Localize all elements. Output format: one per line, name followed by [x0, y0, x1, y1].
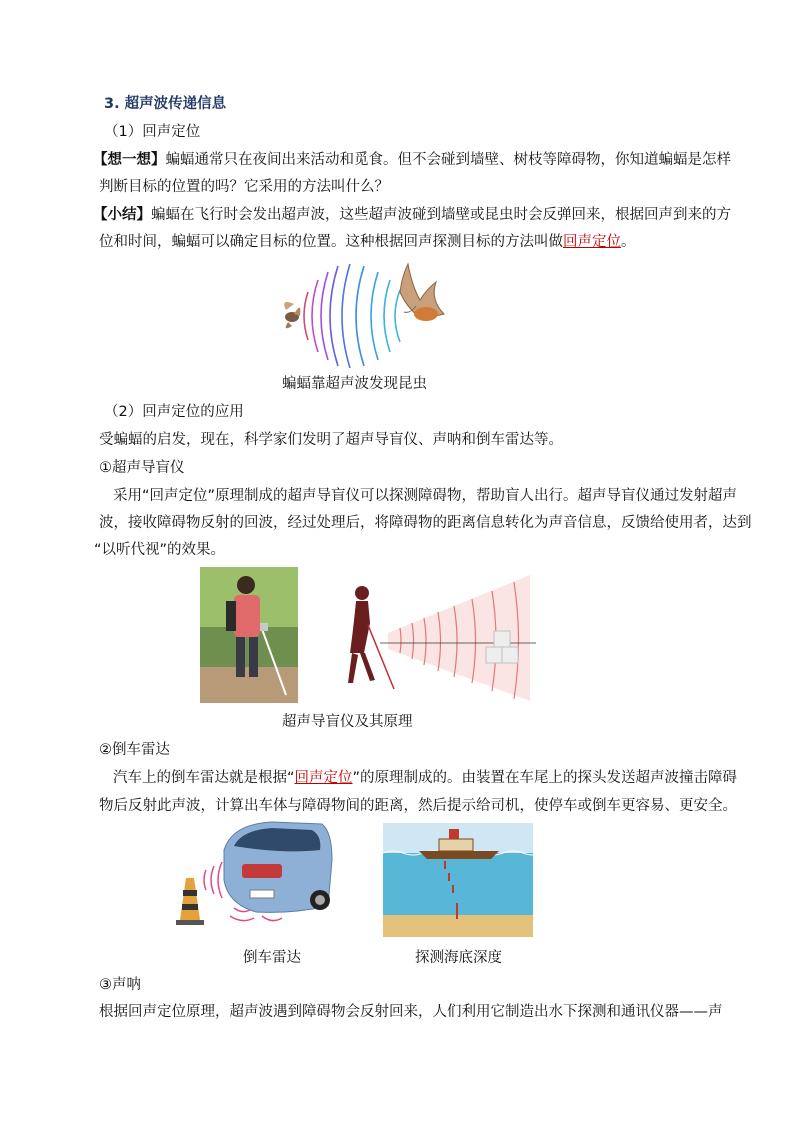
- summary-label: 【小结】: [93, 207, 151, 223]
- ultrasound-waves: [304, 264, 400, 368]
- blind-guide-principle-diagram: [340, 573, 540, 701]
- keyword-echolocation: 回声定位: [563, 234, 621, 250]
- item2-title: ②倒车雷达: [99, 742, 170, 758]
- think-paragraph-line2: 判断目标的位置的吗？它采用的方法叫什么？: [99, 179, 389, 195]
- walker-silhouette: [348, 586, 375, 683]
- summary-text-2-end: 。: [621, 234, 636, 250]
- blind-guide-photo: [200, 567, 298, 703]
- figure1-caption: 蝙蝠靠超声波发现昆虫: [282, 376, 427, 392]
- think-paragraph-line1: [93, 150, 731, 170]
- item1-title: ①超声导盲仪: [99, 460, 185, 476]
- bat-insect-figure: [280, 260, 450, 368]
- think-text-1: 蝙蝠通常只在夜间出来活动和觅食。但不会碰到墙壁、树枝等障碍物，你知道蝙蝠是怎样: [165, 152, 731, 168]
- section-heading: 3. 超声波传递信息: [104, 96, 227, 112]
- figure3-caption-left: 倒车雷达: [243, 950, 301, 966]
- traffic-cone-icon: [176, 878, 204, 925]
- summary-text-2: 位和时间，蝙蝠可以确定目标的位置。这种根据回声探测目标的方法叫做: [99, 234, 563, 250]
- item1-line2: 波，接收障碍物反射的回波，经过处理后，将障碍物的距离信息转化为声音信息，反馈给使用者，达到: [99, 515, 752, 531]
- item3-line1: 根据回声定位原理，超声波遇到障碍物会反射回来，人们利用它制造出水下探测和通讯仪器——声: [99, 1004, 723, 1020]
- insect-icon: [284, 302, 300, 328]
- item2-text-1: 汽车上的倒车雷达就是根据“: [113, 770, 295, 786]
- figure2-caption: 超声导盲仪及其原理: [282, 714, 413, 730]
- car-icon: [224, 822, 332, 912]
- seabed-depth-figure: [383, 823, 533, 937]
- item2-line1: [113, 768, 737, 788]
- subheading-applications: （2）回声定位的应用: [104, 404, 244, 420]
- summary-paragraph-line2: [99, 232, 636, 252]
- summary-paragraph-line1: [93, 205, 731, 225]
- bat-icon: [400, 264, 444, 321]
- item1-line1: 采用“回声定位”原理制成的超声导盲仪可以探测障碍物，帮助盲人出行。超声导盲仪通过发射超声: [113, 488, 738, 504]
- think-label: 【想一想】: [93, 152, 166, 168]
- figure3-caption-right: 探测海底深度: [415, 950, 502, 966]
- applications-intro: 受蝙蝠的启发，现在，科学家们发明了超声导盲仪、声呐和倒车雷达等。: [99, 432, 563, 448]
- item2-text-1-end: ”的原理制成的。由装置在车尾上的探头发送超声波撞击障碍: [352, 770, 738, 786]
- item2-line2: 物后反射此声波，计算出车体与障碍物间的距离，然后提示给司机，使停车或倒车更容易、更安全。: [99, 798, 737, 814]
- reversing-radar-figure: [172, 820, 334, 932]
- keyword-echolocation-2: 回声定位: [294, 770, 353, 786]
- item1-line3: “以听代视”的效果。: [94, 542, 226, 558]
- subheading-echolocation: （1）回声定位: [104, 124, 201, 140]
- item3-title: ③声呐: [99, 977, 141, 993]
- summary-text-1: 蝙蝠在飞行时会发出超声波，这些超声波碰到墙壁或昆虫时会反弹回来，根据回声到来的方: [151, 207, 731, 223]
